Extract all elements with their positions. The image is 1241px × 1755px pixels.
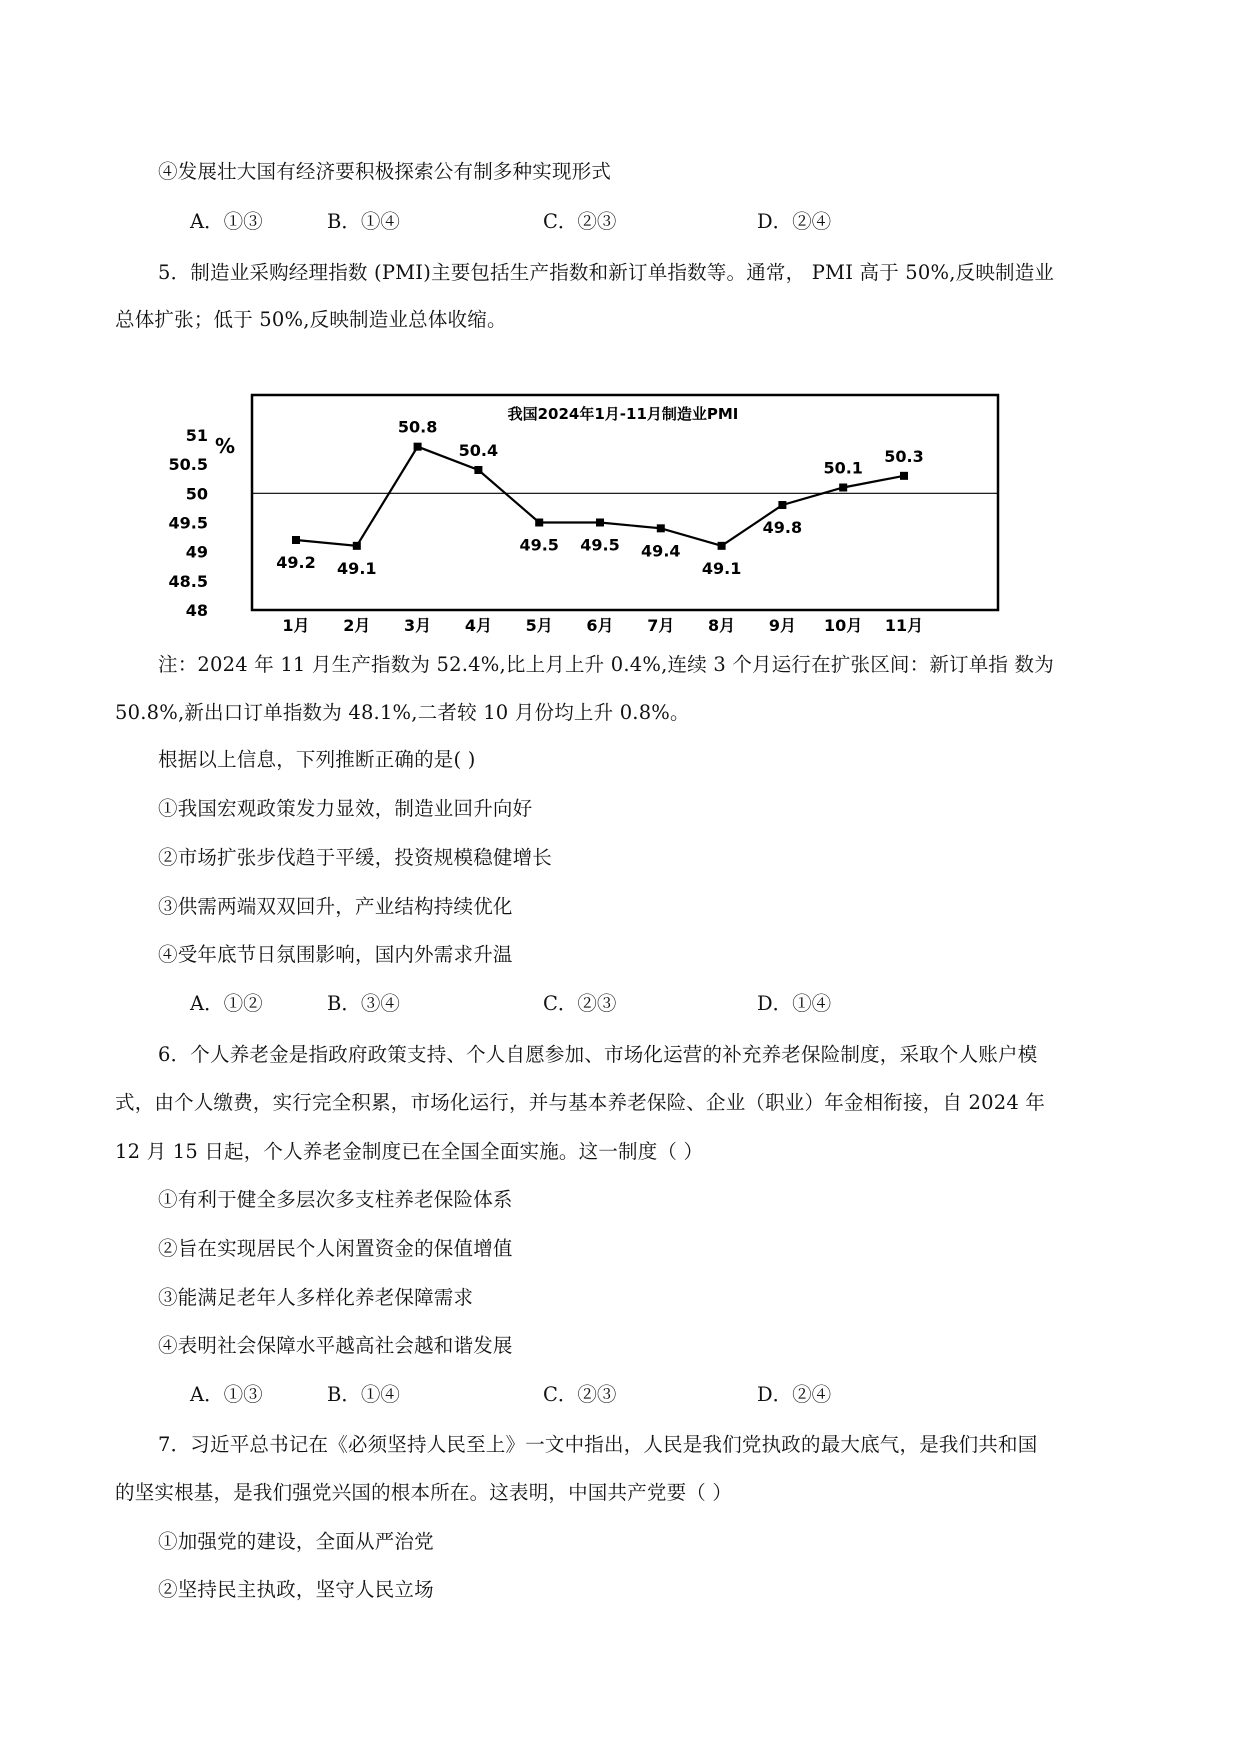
q5-item-2: ②市场扩张步伐趋于平缓，投资规模稳健增长: [158, 846, 553, 869]
q5-note-line-2: 50.8%,新出口订单指数为 48.1%,二者较 10 月份均上升 0.8%。: [115, 701, 690, 724]
q4-option-d[interactable]: D．②④: [757, 210, 832, 233]
q6-option-b[interactable]: B．①④: [327, 1383, 400, 1406]
q5-option-a[interactable]: A．①②: [190, 992, 263, 1015]
x-tick-label: 10月: [824, 616, 863, 635]
data-value-label: 50.1: [823, 458, 863, 478]
data-point-marker: [292, 536, 300, 544]
q7-stem-line-2: 的坚实根基，是我们强党兴国的根本所在。这表明，中国共产党要（ ）: [115, 1481, 733, 1504]
q6-item-3: ③能满足老年人多样化养老保障需求: [158, 1286, 474, 1309]
data-value-label: 49.1: [337, 558, 377, 578]
y-axis-tick-labels: [169, 426, 208, 620]
data-value-label: 49.2: [276, 553, 316, 572]
q7-stem-line-1: 7．习近平总书记在《必须坚持人民至上》一文中指出，人民是我们党执政的最大底气，是我们共和国: [158, 1433, 1038, 1456]
q5-question: 根据以上信息，下列推断正确的是( ): [158, 748, 476, 771]
data-point-marker: [414, 443, 422, 451]
data-point-marker: [718, 542, 726, 550]
data-value-label: 50.4: [458, 441, 499, 460]
q5-item-4: ④受年底节日氛围影响，国内外需求升温: [158, 943, 513, 966]
data-point-marker: [535, 519, 543, 527]
y-tick-label: 51: [185, 426, 208, 445]
x-tick-label: 7月: [647, 616, 675, 635]
q5-item-1: ①我国宏观政策发力显效，制造业回升向好: [158, 797, 533, 820]
q6-options: [190, 1380, 1090, 1410]
x-tick-label: 5月: [525, 616, 553, 635]
x-tick-label: 4月: [464, 616, 492, 635]
data-value-label: 49.8: [762, 518, 803, 537]
q4-option-b[interactable]: B．①④: [327, 210, 400, 233]
data-value-label: 49.5: [519, 535, 559, 555]
data-value-label: 49.4: [641, 541, 681, 561]
x-tick-label: 2月: [343, 616, 371, 635]
x-tick-label: 9月: [768, 616, 796, 635]
q6-stem-line-3: 12 月 15 日起，个人养老金制度已在全国全面实施。这一制度（ ）: [115, 1140, 704, 1163]
data-point-marker: [353, 542, 361, 550]
q6-stem-line-2: 式，由个人缴费，实行完全积累，市场化运行，并与基本养老保险、企业（职业）年金相衔接，自 2024 年: [115, 1091, 1046, 1114]
q6-option-d[interactable]: D．②④: [757, 1383, 832, 1406]
y-tick-label: 48: [185, 601, 208, 620]
data-point-marker: [778, 501, 786, 509]
q5-note-line-1: 注：2024 年 11 月生产指数为 52.4%,比上月上升 0.4%,连续 3 个月运行在扩张区间：新订单指 数为: [158, 653, 1054, 676]
chart-title: 我国2024年1月-11月制造业PMI: [507, 405, 739, 423]
q5-option-d[interactable]: D．①④: [757, 992, 832, 1015]
x-axis-tick-labels: [282, 616, 923, 635]
q6-option-c[interactable]: C．②③: [543, 1383, 617, 1406]
data-value-label: 49.1: [701, 558, 742, 578]
data-point-marker: [596, 519, 604, 527]
q6-item-4: ④表明社会保障水平越高社会越和谐发展: [158, 1334, 513, 1357]
q7-item-2: ②坚持民主执政，坚守人民立场: [158, 1578, 434, 1601]
q6-item-1: ①有利于健全多层次多支柱养老保险体系: [158, 1188, 513, 1211]
q4-options: [190, 207, 1090, 237]
q5-option-b[interactable]: B．③④: [327, 992, 400, 1015]
q5-option-c[interactable]: C．②③: [543, 992, 617, 1015]
x-tick-label: 6月: [586, 616, 614, 635]
y-tick-label: 50.5: [168, 455, 208, 475]
y-tick-label: 50: [185, 484, 208, 504]
y-axis-unit-label: %: [214, 434, 236, 458]
y-tick-label: 49: [185, 542, 208, 562]
x-tick-label: 1月: [282, 616, 310, 635]
data-value-label: 50.8: [397, 417, 438, 437]
q7-item-1: ①加强党的建设，全面从严治党: [158, 1530, 434, 1553]
q4-option-c[interactable]: C．②③: [543, 210, 617, 233]
x-tick-label: 11月: [884, 616, 924, 635]
data-value-label: 50.3: [884, 446, 924, 466]
q5-stem-line-1: 5．制造业采购经理指数 (PMI)主要包括生产指数和新订单指数等。通常， PMI 高于 50%,反映制造业: [158, 261, 1055, 284]
data-point-marker: [839, 484, 847, 492]
y-tick-label: 49.5: [168, 513, 208, 533]
data-point-marker: [657, 524, 665, 532]
q5-item-3: ③供需两端双双回升，产业结构持续优化: [158, 895, 513, 918]
pmi-line-chart: [168, 385, 1028, 650]
q4-item-4: ④发展壮大国有经济要积极探索公有制多种实现形式: [158, 160, 612, 183]
q5-options: [190, 989, 1090, 1019]
data-point-marker: [474, 466, 482, 474]
q5-stem-line-2: 总体扩张；低于 50%,反映制造业总体收缩。: [115, 308, 507, 331]
x-tick-label: 8月: [708, 616, 736, 635]
y-tick-label: 48.5: [168, 571, 208, 591]
q4-option-a[interactable]: A．①③: [190, 210, 263, 233]
q6-option-a[interactable]: A．①③: [190, 1383, 263, 1406]
data-value-label: 49.5: [580, 535, 620, 555]
q6-item-2: ②旨在实现居民个人闲置资金的保值增值: [158, 1237, 513, 1260]
q6-stem-line-1: 6．个人养老金是指政府政策支持、个人自愿参加、市场化运营的补充养老保险制度，采取个人账户模: [158, 1043, 1038, 1066]
x-tick-label: 3月: [404, 616, 432, 635]
data-point-marker: [900, 472, 908, 480]
